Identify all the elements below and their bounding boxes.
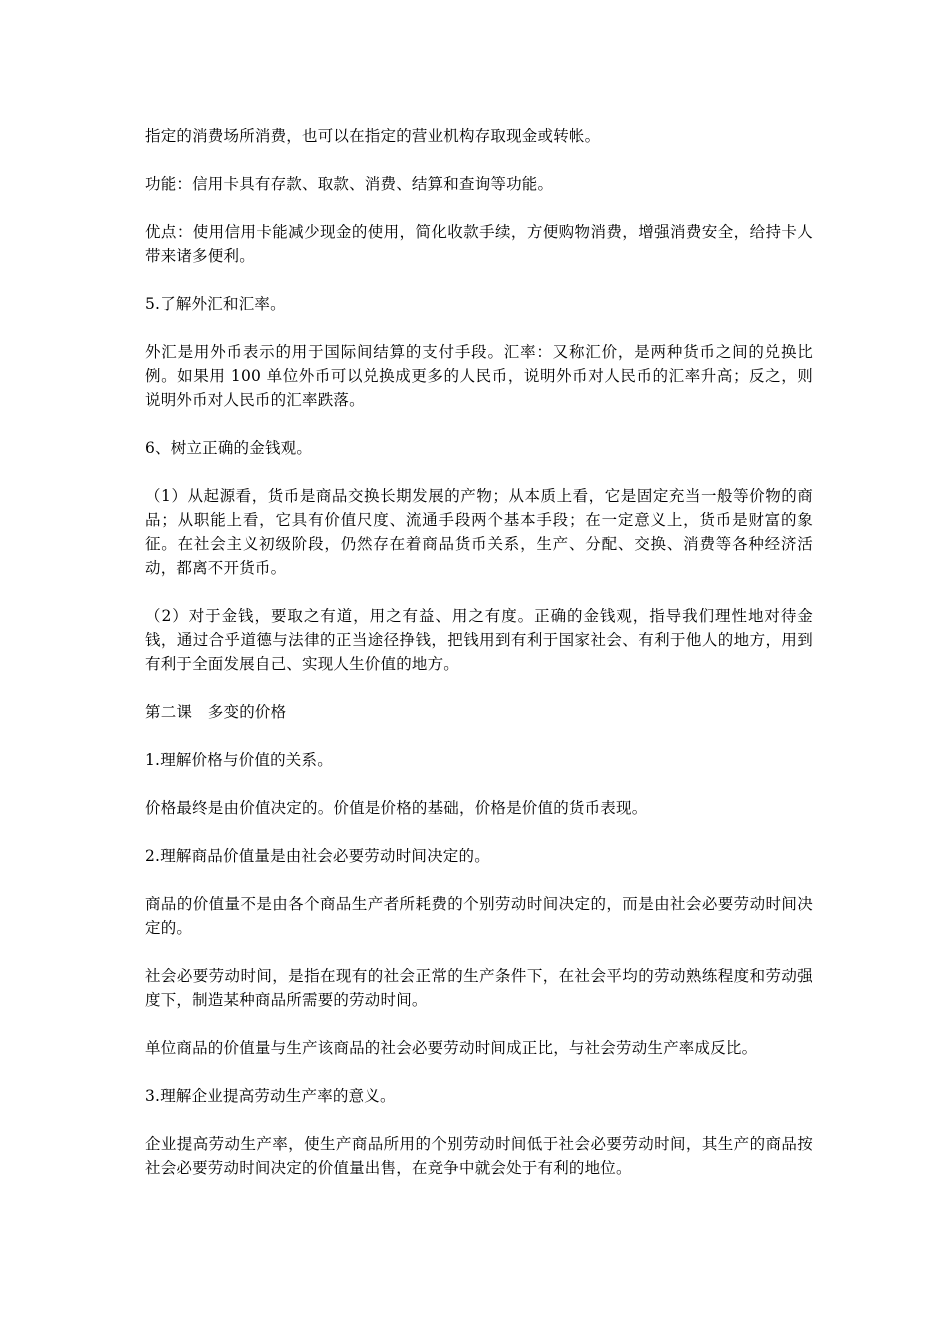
lesson-title: 第二课 多变的价格: [145, 703, 287, 721]
paragraph-proportionality: 单位商品的价值量与生产该商品的社会必要劳动时间成正比，与社会劳动生产率成反比。: [145, 1039, 758, 1057]
heading-productivity: 3.理解企业提高劳动生产率的意义。: [145, 1087, 396, 1105]
document-body: [145, 124, 813, 1204]
paragraph-money-origin: （1）从起源看，货币是商品交换长期发展的产物；从本质上看，它是固定充当一般等价物的商品；从职能上看，它具有价值尺度、流通手段两个基本手段；在一定意义上，货币是财富的象征。在社会主义初级阶段，仍然存在着商品货币关系，生产、分配、交换、消费等各种经济活动，都离不开货币。: [145, 487, 813, 577]
paragraph-necessary-labor-time: 社会必要劳动时间，是指在现有的社会正常的生产条件下，在社会平均的劳动熟练程度和劳动强度下，制造某种商品所需要的劳动时间。: [145, 967, 813, 1009]
heading-price-value: 1.理解价格与价值的关系。: [145, 751, 333, 769]
paragraph-productivity: 企业提高劳动生产率，使生产商品所用的个别劳动时间低于社会必要劳动时间，其生产的商品按社会必要劳动时间决定的价值量出售，在竞争中就会处于有利的地位。: [145, 1135, 813, 1177]
paragraph-price-value: 价格最终是由价值决定的。价值是价格的基础，价格是价值的货币表现。: [145, 799, 648, 817]
paragraph-value-quantity: 商品的价值量不是由各个商品生产者所耗费的个别劳动时间决定的，而是由社会必要劳动时间决定的。: [145, 895, 813, 937]
paragraph-money-attitude: （2）对于金钱，要取之有道，用之有益、用之有度。正确的金钱观，指导我们理性地对待金钱，通过合乎道德与法律的正当途径挣钱，把钱用到有利于国家社会、有利于他人的地方，用到有利于全面发展自己、实现人生价值的地方。: [145, 607, 813, 673]
paragraph-credit-card-usage: 指定的消费场所消费，也可以在指定的营业机构存取现金或转帐。: [145, 127, 601, 145]
paragraph-foreign-exchange: 外汇是用外币表示的用于国际间结算的支付手段。汇率：又称汇价，是两种货币之间的兑换比例。如果用 100 单位外币可以兑换成更多的人民币，说明外币对人民币的汇率升高；反之，则说明外币对人民币的汇率跌落。: [145, 343, 813, 409]
paragraph-credit-card-advantages: 优点：使用信用卡能减少现金的使用，简化收款手续，方便购物消费，增强消费安全，给持卡人带来诸多便利。: [145, 223, 813, 265]
heading-foreign-exchange: 5.了解外汇和汇率。: [145, 295, 286, 313]
paragraph-credit-card-functions: 功能：信用卡具有存款、取款、消费、结算和查询等功能。: [145, 175, 554, 193]
heading-value-quantity: 2.理解商品价值量是由社会必要劳动时间决定的。: [145, 847, 490, 865]
heading-money-view: 6、树立正确的金钱观。: [145, 439, 313, 457]
